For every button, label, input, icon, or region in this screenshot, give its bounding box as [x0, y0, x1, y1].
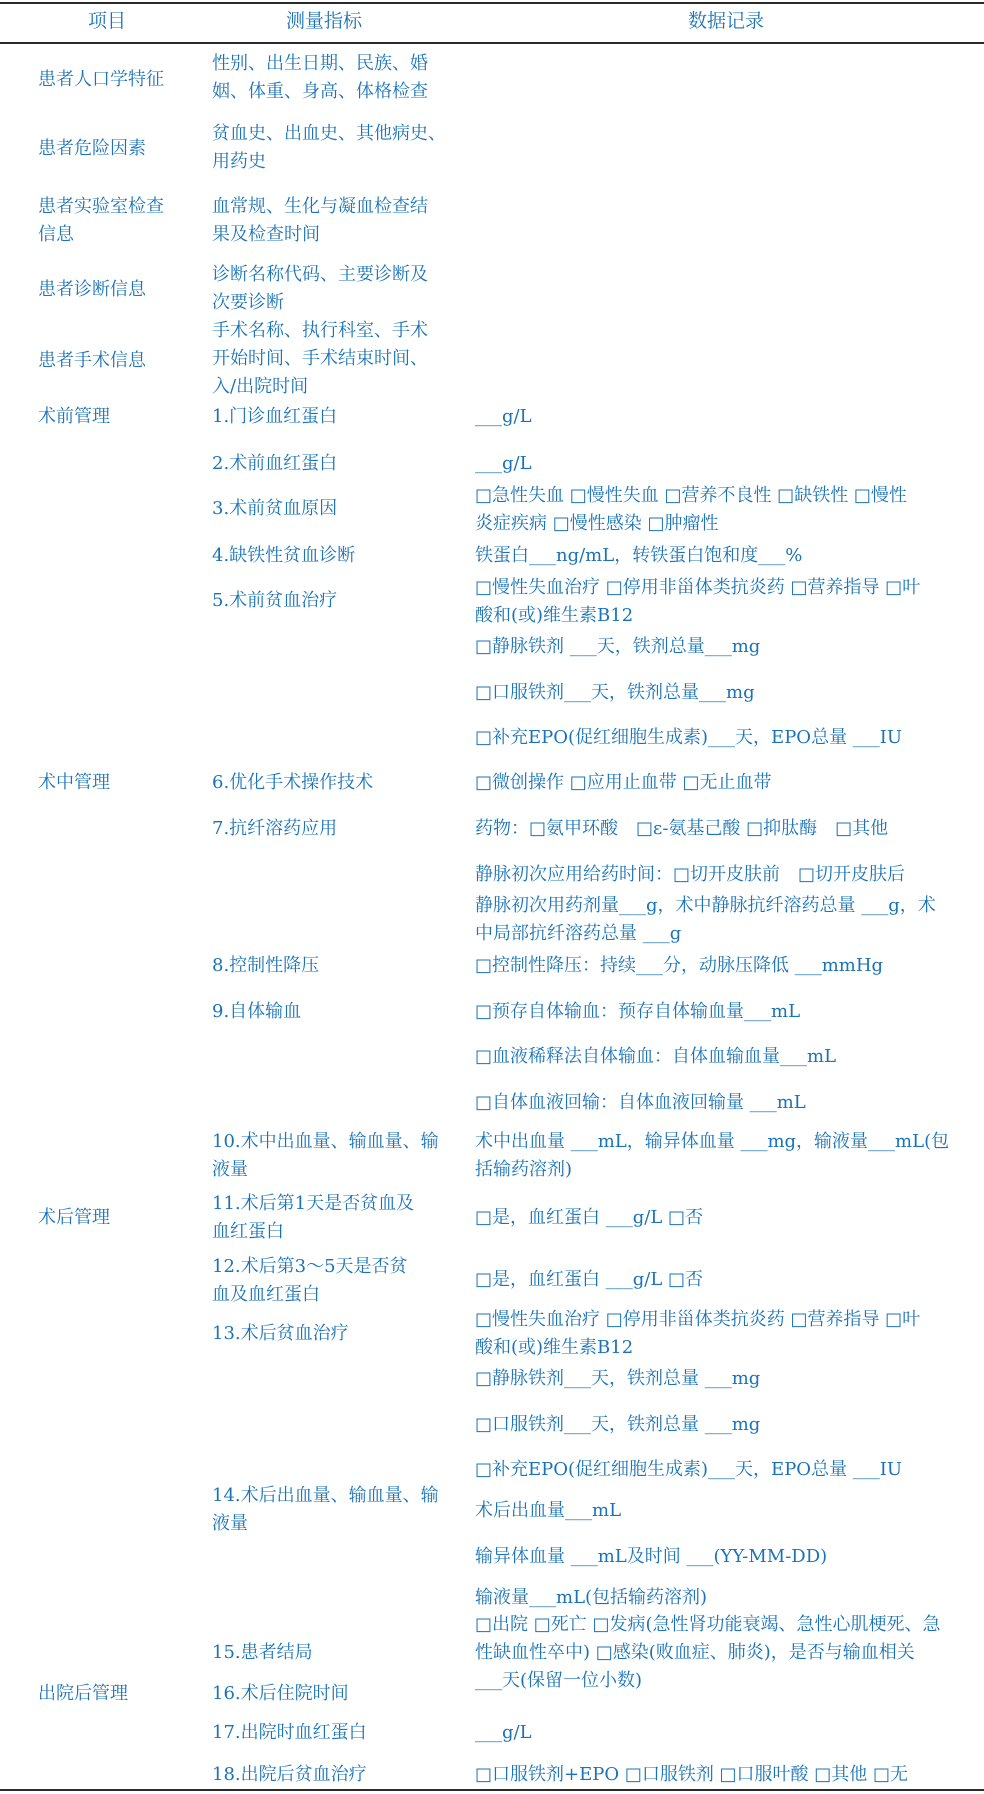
record-14c: 输液量___mL(包括输药溶剂) [475, 1587, 708, 1608]
record-5c: □口服铁剂___天，铁剂总量___mg [475, 682, 755, 703]
category-intraop: 术中管理 [38, 772, 110, 793]
record-5d: □补充EPO(促红细胞生成素)___天，EPO总量 ___IU [475, 727, 903, 748]
indicator-diagnosis-line1: 诊断名称代码、主要诊断及 [212, 264, 428, 285]
category-surgery: 患者手术信息 [38, 350, 146, 371]
indicator-18: 18.出院后贫血治疗 [212, 1764, 367, 1785]
indicator-14-line1: 14.术后出血量、输血量、输 [212, 1485, 439, 1506]
record-13a-line2: 酸和(或)维生素B12 [475, 1337, 634, 1358]
indicator-surgery-line1: 手术名称、执行科室、手术 [212, 320, 428, 341]
indicator-5: 5.术前贫血治疗 [212, 590, 338, 611]
indicator-7: 7.抗纤溶药应用 [212, 818, 338, 839]
record-14b: 输异体血量 ___mL及时间 ___(YY-MM-DD) [475, 1546, 828, 1567]
record-6: □微创操作 □应用止血带 □无止血带 [475, 772, 772, 793]
indicator-4: 4.缺铁性贫血诊断 [212, 545, 356, 566]
record-10-line1: 术中出血量 ___mL，输异体血量 ___mg，输液量___mL(包 [475, 1131, 950, 1152]
record-13c: □口服铁剂___天，铁剂总量 ___mg [475, 1414, 761, 1435]
record-12: □是，血红蛋白 ___g/L □否 [475, 1269, 703, 1290]
record-9c: □自体血液回输：自体血液回输量 ___mL [475, 1092, 806, 1113]
record-18: □口服铁剂+EPO □口服铁剂 □口服叶酸 □其他 □无 [475, 1764, 909, 1785]
category-demographics: 患者人口学特征 [38, 69, 164, 90]
record-5a-line1: □慢性失血治疗 □停用非甾体类抗炎药 □营养指导 □叶 [475, 577, 921, 598]
indicator-diagnosis-line2: 次要诊断 [212, 292, 284, 313]
record-15-line2: 性缺血性卒中) □感染(败血症、肺炎)，是否与输血相关 [475, 1642, 915, 1663]
record-1: ___g/L [475, 406, 532, 427]
record-8: □控制性降压：持续___分，动脉压降低 ___mmHg [475, 955, 884, 976]
indicator-6: 6.优化手术操作技术 [212, 772, 374, 793]
record-7b: 静脉初次应用给药时间：□切开皮肤前 □切开皮肤后 [475, 864, 906, 885]
record-10-line2: 括输药溶剂) [475, 1159, 573, 1180]
indicator-surgery-line3: 入/出院时间 [212, 376, 309, 397]
indicator-risk-line2: 用药史 [212, 151, 266, 172]
category-diagnosis: 患者诊断信息 [38, 279, 146, 300]
indicator-11-line2: 血红蛋白 [212, 1221, 284, 1242]
record-7a: 药物：□氨甲环酸 □ε-氨基己酸 □抑肽酶 □其他 [475, 818, 889, 839]
indicator-12-line2: 血及血红蛋白 [212, 1284, 320, 1305]
record-7c-line1: 静脉初次用药剂量___g，术中静脉抗纤溶药总量 ___g，术 [475, 895, 936, 916]
record-9a: □预存自体输血：预存自体输血量___mL [475, 1001, 801, 1022]
indicator-lab-line1: 血常规、生化与凝血检查结 [212, 196, 428, 217]
record-5a-line2: 酸和(或)维生素B12 [475, 605, 634, 626]
record-3-line2: 炎症疾病 □慢性感染 □肿瘤性 [475, 513, 719, 534]
record-3-line1: □急性失血 □慢性失血 □营养不良性 □缺铁性 □慢性 [475, 485, 907, 506]
table-header-rule [0, 42, 984, 44]
column-header-item: 项目 [88, 10, 127, 32]
indicator-2: 2.术前血红蛋白 [212, 453, 338, 474]
record-11: □是，血红蛋白 ___g/L □否 [475, 1207, 703, 1228]
category-lab-line2: 信息 [38, 224, 74, 245]
indicator-8: 8.控制性降压 [212, 955, 320, 976]
record-13b: □静脉铁剂___天，铁剂总量 ___mg [475, 1368, 761, 1389]
record-7c-line2: 中局部抗纤溶药总量 ___g [475, 923, 682, 944]
indicator-demographics-line1: 性别、出生日期、民族、婚 [212, 53, 428, 74]
indicator-1: 1.门诊血红蛋白 [212, 406, 338, 427]
indicator-demographics-line2: 姻、体重、身高、体格检查 [212, 81, 428, 102]
record-17: ___g/L [475, 1722, 532, 1743]
indicator-3: 3.术前贫血原因 [212, 498, 338, 519]
table-bottom-rule [0, 1789, 984, 1791]
record-16: ___天(保留一位小数) [475, 1670, 643, 1691]
indicator-16: 16.术后住院时间 [212, 1683, 349, 1704]
indicator-10-line2: 液量 [212, 1159, 248, 1180]
record-14a: 术后出血量___mL [475, 1500, 622, 1521]
record-2: ___g/L [475, 453, 532, 474]
table-top-rule [0, 2, 984, 4]
indicator-13: 13.术后贫血治疗 [212, 1323, 349, 1344]
indicator-11-line1: 11.术后第1天是否贫血及 [212, 1193, 415, 1214]
column-header-record: 数据记录 [688, 10, 765, 32]
column-header-indicator: 测量指标 [286, 10, 363, 32]
category-risk: 患者危险因素 [38, 138, 146, 159]
indicator-9: 9.自体输血 [212, 1001, 302, 1022]
record-15-line1: □出院 □死亡 □发病(急性肾功能衰竭、急性心肌梗死、急 [475, 1614, 941, 1635]
indicator-12-line1: 12.术后第3～5天是否贫 [212, 1256, 408, 1277]
indicator-17: 17.出院时血红蛋白 [212, 1722, 367, 1743]
indicator-lab-line2: 果及检查时间 [212, 224, 320, 245]
record-9b: □血液稀释法自体输血：自体血输血量___mL [475, 1046, 837, 1067]
category-discharge: 出院后管理 [38, 1683, 128, 1704]
record-4: 铁蛋白___ng/mL，转铁蛋白饱和度___% [475, 545, 803, 566]
indicator-surgery-line2: 开始时间、手术结束时间、 [212, 348, 428, 369]
indicator-risk-line1: 贫血史、出血史、其他病史、 [212, 123, 446, 144]
category-preop: 术前管理 [38, 406, 110, 427]
indicator-14-line2: 液量 [212, 1513, 248, 1534]
indicator-15: 15.患者结局 [212, 1642, 313, 1663]
record-13a-line1: □慢性失血治疗 □停用非甾体类抗炎药 □营养指导 □叶 [475, 1309, 921, 1330]
category-lab-line1: 患者实验室检查 [38, 196, 164, 217]
record-13d: □补充EPO(促红细胞生成素)___天，EPO总量 ___IU [475, 1459, 903, 1480]
indicator-10-line1: 10.术中出血量、输血量、输 [212, 1131, 439, 1152]
category-postop: 术后管理 [38, 1207, 110, 1228]
record-5b: □静脉铁剂 ___天，铁剂总量___mg [475, 636, 761, 657]
